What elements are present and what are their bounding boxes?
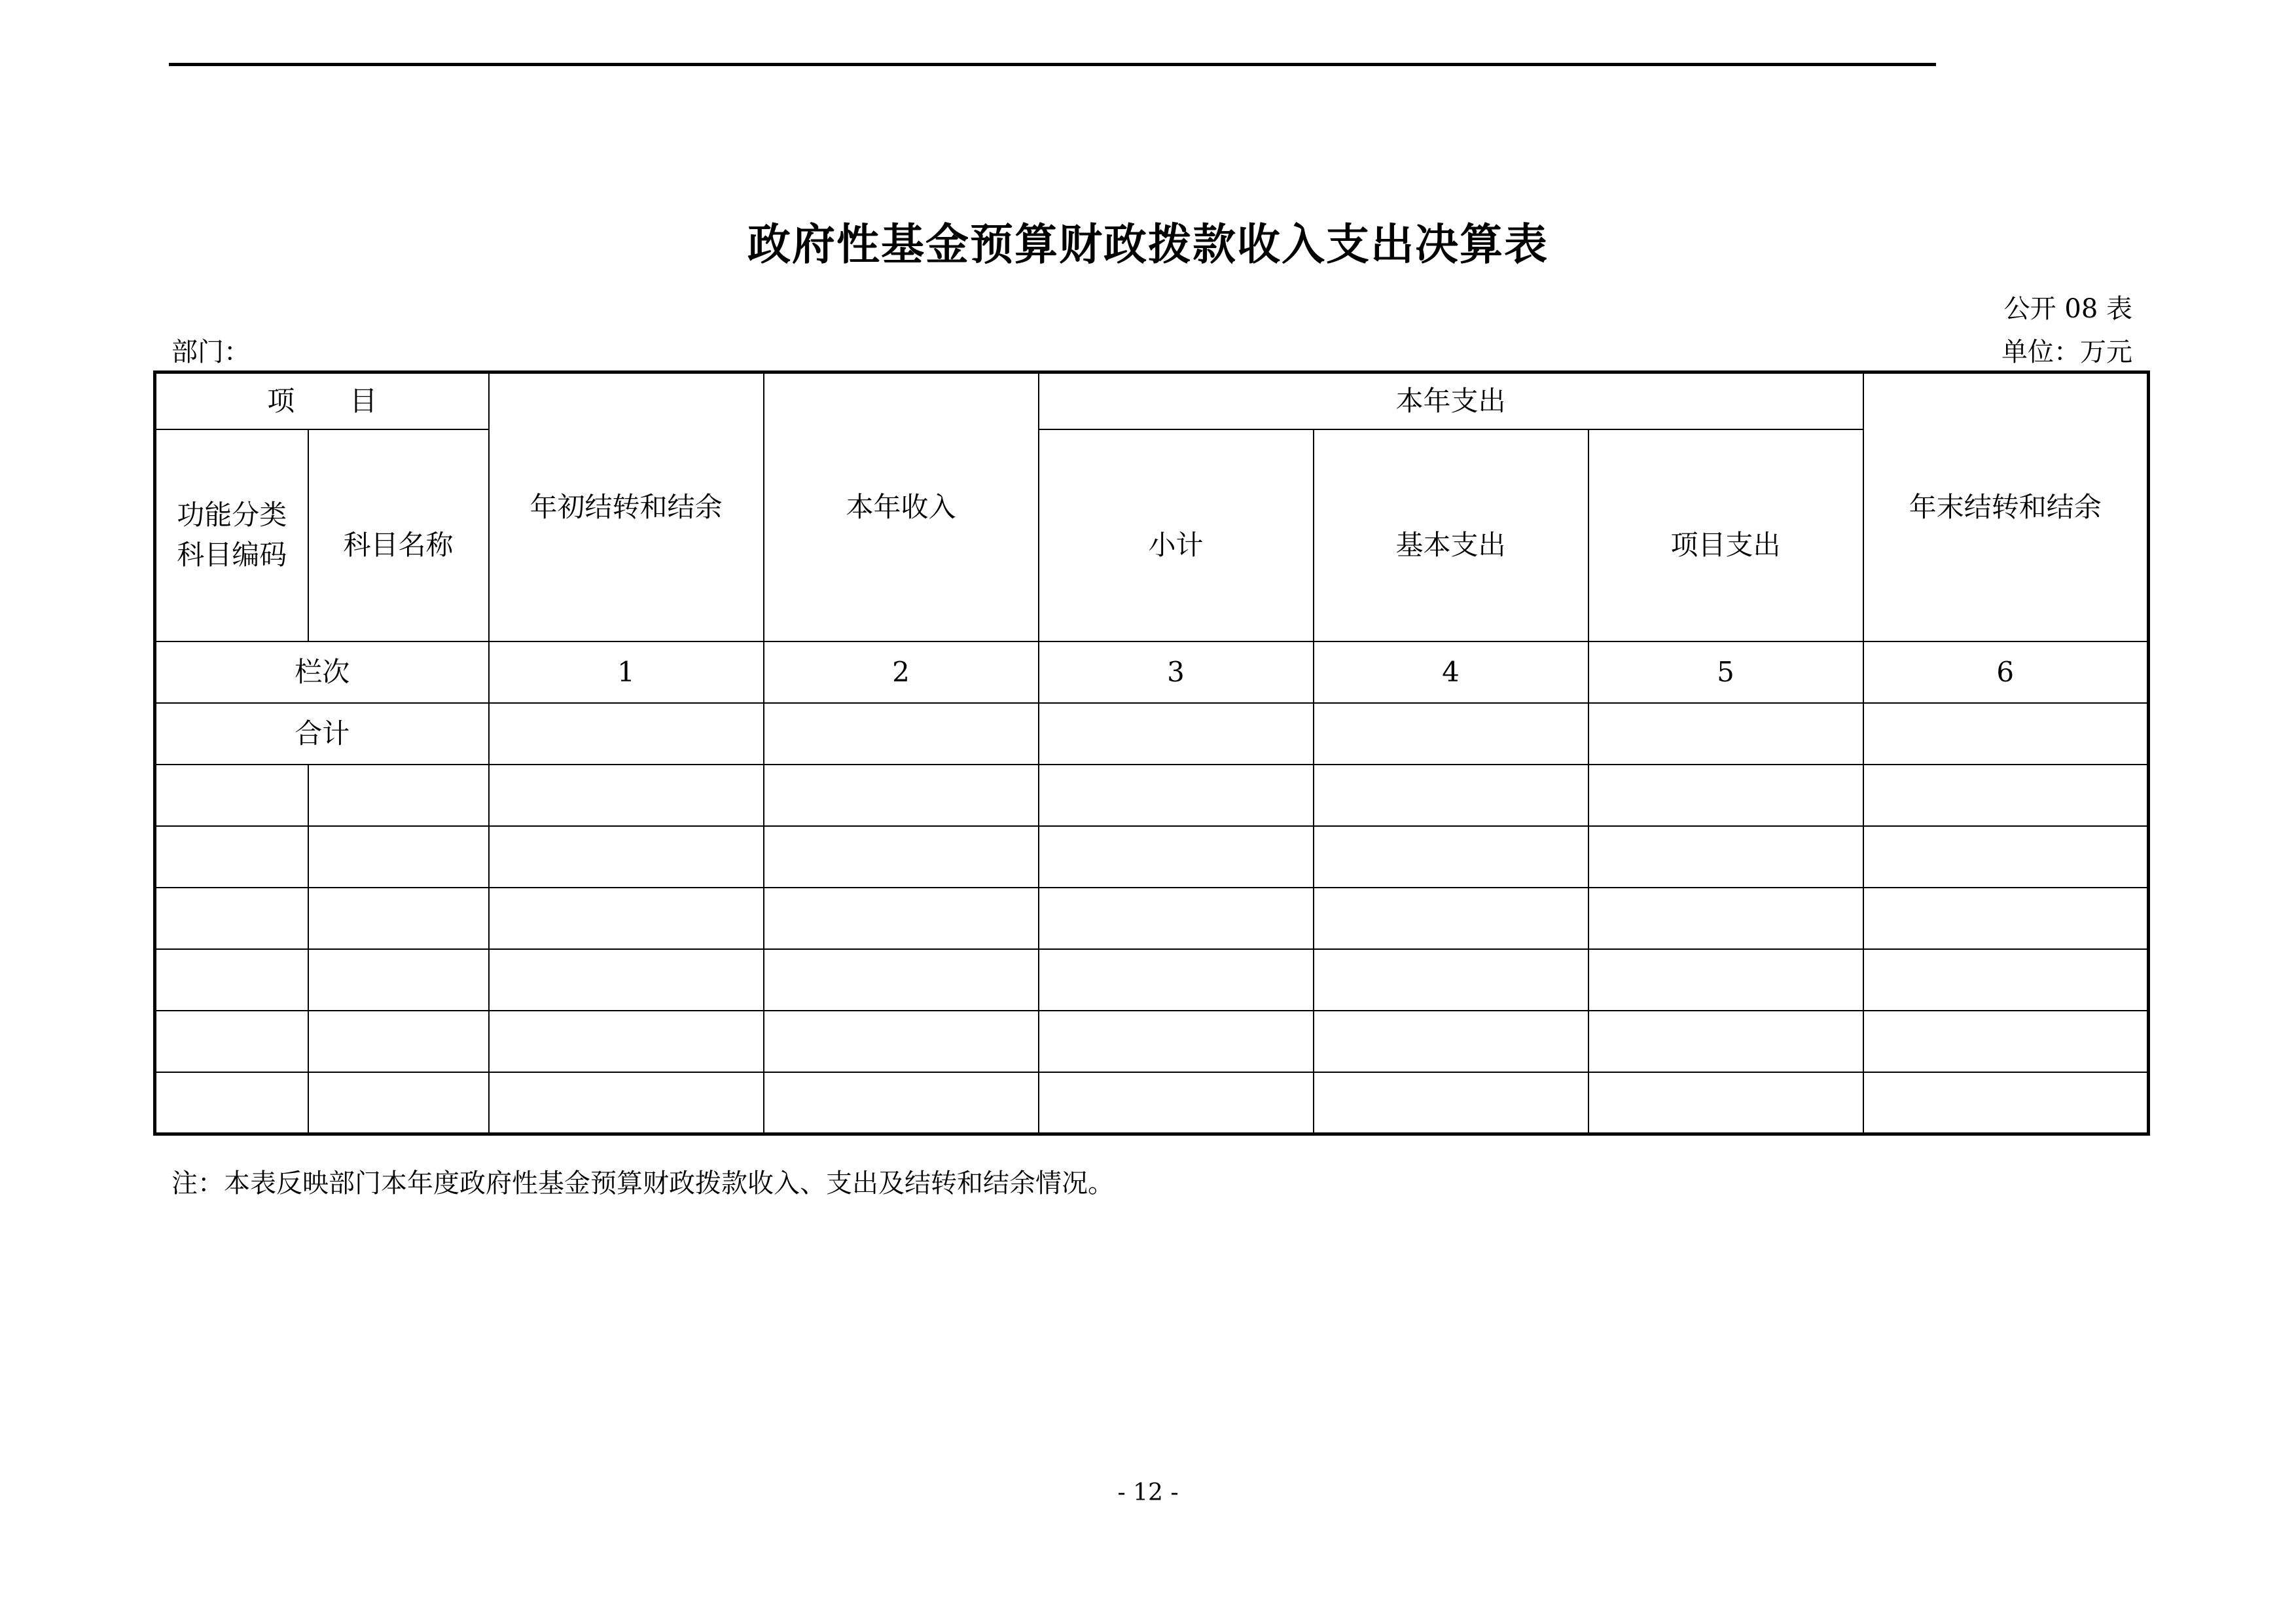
index-cell: 1 <box>489 641 764 703</box>
table-cell <box>489 826 764 888</box>
header-row-1 <box>155 372 2149 430</box>
index-cell: 6 <box>1863 641 2149 703</box>
table-cell <box>1314 826 1588 888</box>
index-cell: 3 <box>1039 641 1314 703</box>
table-cell <box>1039 826 1314 888</box>
table-row <box>155 949 2149 1011</box>
table-cell <box>1314 1072 1588 1134</box>
table-cell <box>1863 826 2149 888</box>
department-label: 部门： <box>171 337 250 367</box>
subject-name-header: 科目名称 <box>308 429 489 641</box>
table-cell <box>1314 703 1588 765</box>
col-closing-balance: 年末结转和结余 <box>1863 372 2149 642</box>
form-number: 公开 08 表 <box>2003 294 2132 324</box>
col-subtotal: 小计 <box>1039 429 1314 641</box>
table-cell <box>1314 765 1588 826</box>
table-cell <box>489 1011 764 1072</box>
table-cell <box>764 703 1039 765</box>
index-cell: 4 <box>1314 641 1588 703</box>
table-cell <box>489 1072 764 1134</box>
footnote: 注：本表反映部门本年度政府性基金预算财政拨款收入、支出及结转和结余情况。 <box>171 1168 1114 1199</box>
table-cell <box>1588 1011 1863 1072</box>
table-cell <box>308 1072 489 1134</box>
table-cell <box>764 888 1039 949</box>
table-cell <box>155 949 308 1011</box>
table-cell <box>308 1011 489 1072</box>
table-cell <box>764 826 1039 888</box>
table-cell <box>489 765 764 826</box>
table-cell <box>1039 1072 1314 1134</box>
page-number: - 12 - <box>1117 1479 1179 1506</box>
table-cell <box>1588 1072 1863 1134</box>
table-cell <box>1588 826 1863 888</box>
table-cell <box>489 949 764 1011</box>
table-cell <box>764 1072 1039 1134</box>
header-row-2 <box>155 429 2149 641</box>
table-cell <box>764 765 1039 826</box>
table-cell <box>1588 949 1863 1011</box>
table-row <box>155 826 2149 888</box>
table-cell <box>155 888 308 949</box>
index-cell: 2 <box>764 641 1039 703</box>
table-cell <box>1039 949 1314 1011</box>
index-row <box>155 641 2149 703</box>
total-row <box>155 703 2149 765</box>
col-current-income: 本年收入 <box>764 372 1039 642</box>
table-cell <box>155 765 308 826</box>
col-project-expense: 项目支出 <box>1588 429 1863 641</box>
table-cell <box>155 1011 308 1072</box>
table-cell <box>1314 1011 1588 1072</box>
table-cell <box>489 703 764 765</box>
project-header: 项 目 <box>155 372 489 430</box>
table-cell <box>1588 888 1863 949</box>
table-cell <box>1863 703 2149 765</box>
table-cell <box>1039 765 1314 826</box>
table-cell <box>1863 888 2149 949</box>
table-cell <box>489 888 764 949</box>
table-cell <box>1863 1011 2149 1072</box>
table-cell <box>1588 765 1863 826</box>
budget-table <box>153 370 2150 1136</box>
table-cell <box>1863 765 2149 826</box>
table-row <box>155 765 2149 826</box>
table-cell <box>1314 949 1588 1011</box>
index-cell: 5 <box>1588 641 1863 703</box>
index-label: 栏次 <box>155 641 489 703</box>
func-code-header <box>155 429 308 641</box>
col-opening-balance: 年初结转和结余 <box>489 372 764 642</box>
table-cell <box>1039 888 1314 949</box>
table-row <box>155 888 2149 949</box>
func-code-line1: 功能分类 <box>177 499 287 532</box>
table-cell <box>308 826 489 888</box>
unit-label: 单位：万元 <box>2001 337 2132 367</box>
col-basic-expense: 基本支出 <box>1314 429 1588 641</box>
header-rule <box>169 63 1936 66</box>
table-cell <box>1863 1072 2149 1134</box>
func-code-line2: 科目编码 <box>177 539 287 571</box>
table-row <box>155 1011 2149 1072</box>
table-cell <box>1039 703 1314 765</box>
table-row <box>155 1072 2149 1134</box>
table-cell <box>155 1072 308 1134</box>
table-cell <box>764 1011 1039 1072</box>
table-cell <box>308 765 489 826</box>
table-cell <box>308 888 489 949</box>
total-label: 合计 <box>155 703 489 765</box>
table-cell <box>1314 888 1588 949</box>
table-cell <box>308 949 489 1011</box>
table-cell <box>155 826 308 888</box>
table-cell <box>1039 1011 1314 1072</box>
table-cell <box>764 949 1039 1011</box>
page-title: 政府性基金预算财政拨款收入支出决算表 <box>747 219 1549 270</box>
table-cell <box>1588 703 1863 765</box>
col-current-expense-group: 本年支出 <box>1039 372 1863 430</box>
table-cell <box>1863 949 2149 1011</box>
